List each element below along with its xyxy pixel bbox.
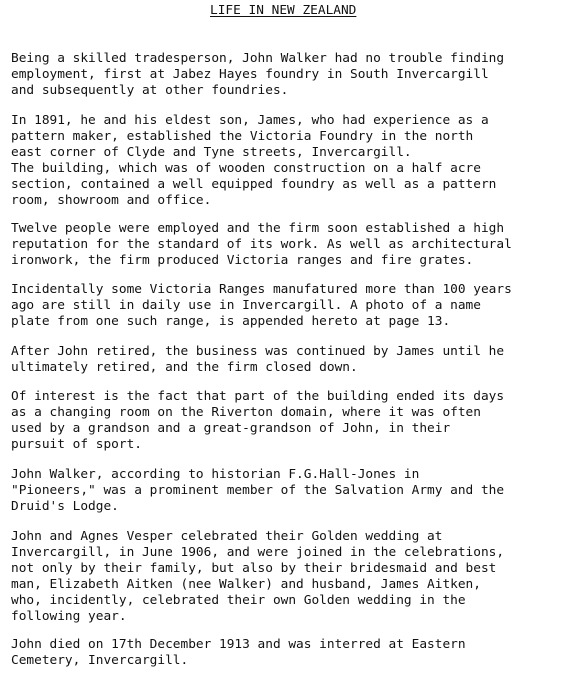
text-line: as a changing room on the Riverton domain, where it was often (11, 405, 481, 420)
text-line: The building, which was of wooden construction on a half acre (11, 161, 481, 176)
text-line: not only by their family, but also by their bridesmaid and best (11, 561, 497, 576)
text-line: east corner of Clyde and Tyne streets, Invercargill. (11, 145, 412, 160)
page-title: LIFE IN NEW ZEALAND (210, 3, 357, 18)
text-line: Incidentally some Victoria Ranges manufatured more than 100 years (11, 282, 512, 297)
text-line: reputation for the standard of its work. As well as architectural (11, 237, 512, 252)
text-line: who, incidently, celebrated their own Golden wedding in the (11, 593, 466, 608)
text-line: In 1891, he and his eldest son, James, who had experience as a (11, 113, 489, 128)
paragraph-death (11, 637, 466, 669)
paragraph-victoria-ranges (11, 282, 512, 330)
text-line: Of interest is the fact that part of the building ended its days (11, 389, 505, 404)
text-line: following year. (11, 609, 127, 624)
text-line: After John retired, the business was continued by James until he (11, 344, 505, 359)
paragraph-golden-wedding (11, 529, 504, 625)
text-line: Cemetery, Invercargill. (11, 653, 189, 668)
text-line: room, showroom and office. (11, 193, 212, 208)
text-line: Invercargill, in June 1906, and were joined in the celebrations, (11, 545, 505, 560)
text-line: John died on 17th December 1913 and was interred at Eastern (11, 637, 466, 652)
text-line: plate from one such range, is appended hereto at page 13. (11, 314, 451, 329)
text-line: Druid's Lodge. (11, 499, 119, 514)
paragraph-victoria-foundry (11, 113, 496, 209)
text-line: used by a grandson and a great-grandson of John, in their (11, 421, 451, 436)
paragraph-employees (11, 221, 512, 269)
text-line: John and Agnes Vesper celebrated their Golden wedding at (11, 529, 443, 544)
text-line: Being a skilled tradesperson, John Walker had no trouble finding (11, 51, 505, 66)
text-line: and subsequently at other foundries. (11, 83, 289, 98)
text-line: "Pioneers," was a prominent member of the Salvation Army and the (11, 483, 505, 498)
paragraph-retirement (11, 344, 504, 376)
text-line: section, contained a well equipped foundry as well as a pattern (11, 177, 497, 192)
text-line: employment, first at Jabez Hayes foundry in South Invercargill (11, 67, 489, 82)
text-line: man, Elizabeth Aitken (nee Walker) and husband, James Aitken, (11, 577, 481, 592)
text-line: ultimately retired, and the firm closed down. (11, 360, 358, 375)
text-line: pursuit of sport. (11, 437, 142, 452)
text-line: pattern maker, established the Victoria Foundry in the north (11, 129, 474, 144)
text-line: John Walker, according to historian F.G.Hall-Jones in (11, 467, 420, 482)
paragraph-employment (11, 51, 504, 99)
paragraph-pioneers (11, 467, 504, 515)
text-line: ironwork, the firm produced Victoria ranges and fire grates. (11, 253, 474, 268)
text-line: Twelve people were employed and the firm soon established a high (11, 221, 505, 236)
text-line: ago are still in daily use in Invercargill. A photo of a name (11, 298, 481, 313)
paragraph-changing-room (11, 389, 504, 453)
